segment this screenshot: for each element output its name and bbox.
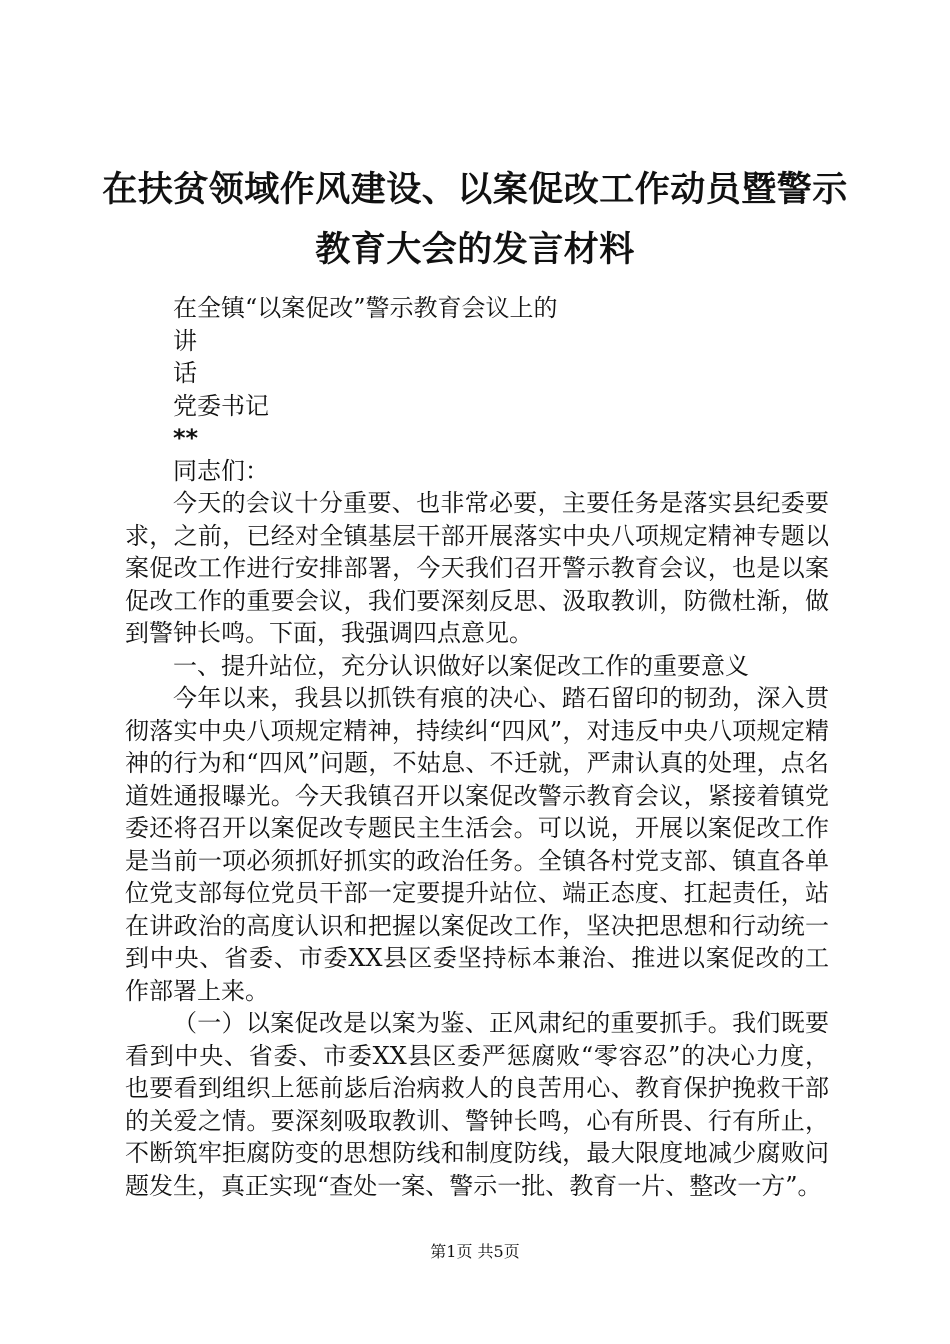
speech-heading-line2: 讲: [173, 326, 197, 355]
speech-heading-line1: 在全镇“以案促改”警示教育会议上的: [173, 294, 558, 322]
paragraph-section-1: 今年以来，我县以抓铁有痕的决心、踏石留印的韧劲，深入贯彻落实中央八项规定精神，持续纠“四风”，对违反中央八项规定精神的行为和“四风”问题，不姑息、不迁就，严肃认真的处理，点名道姓通报曝光。今天我镇召开以案促改警示教育会议，紧接着镇党委还将召开以案促改专题民主生活会。可以说，开展以案促改工作是当前一项必须抓好抓实的政治任务。全镇各村党支部、镇直各单位党支部每位党员干部一定要提升站位、端正态度、扛起责任，站在讲政治的高度认识和把握以案促改工作，坚决把思想和行动统一到中央、省委、市委XX县区委坚持标本兼治、推进以案促改的工作部署上来。: [125, 684, 829, 1005]
section-heading-1: 一、提升站位，充分认识做好以案促改工作的重要意义: [173, 651, 749, 680]
document-title: 在扶贫领域作风建设、以案促改工作动员暨警示教育大会的发言材料: [102, 169, 848, 270]
speaker-name: **: [173, 424, 199, 452]
speaker-title: 党委书记: [173, 391, 269, 420]
paragraph-intro: 今天的会议十分重要、也非常必要，主要任务是落实县纪委要求，之前，已经对全镇基层干部开展落实中央八项规定精神专题以案促改工作进行安排部署，今天我们召开警示教育会议，也是以案促改工作的重要会议，我们要深刻反思、汲取教训，防微杜渐，做到警钟长鸣。下面，我强调四点意见。: [125, 489, 829, 647]
speech-heading-line3: 话: [173, 359, 197, 387]
page-footer: 第1页 共5页: [430, 1242, 520, 1261]
paragraph-subsection-1: （一）以案促改是以案为鉴、正风肃纪的重要抓手。我们既要看到中央、省委、市委XX县区委严惩腐败“零容忍”的决心力度，也要看到组织上惩前毖后治病救人的良苦用心、教育保护挽救干部的关爱之情。要深刻吸取教训、警钟长鸣，心有所畏、行有所止，不断筑牢拒腐防变的思想防线和制度防线，最大限度地减少腐败问题发生，真正实现“查处一案、警示一批、教育一片、整改一方”。: [125, 1009, 829, 1200]
greeting: 同志们：: [173, 456, 269, 485]
document-body: [125, 292, 829, 1202]
